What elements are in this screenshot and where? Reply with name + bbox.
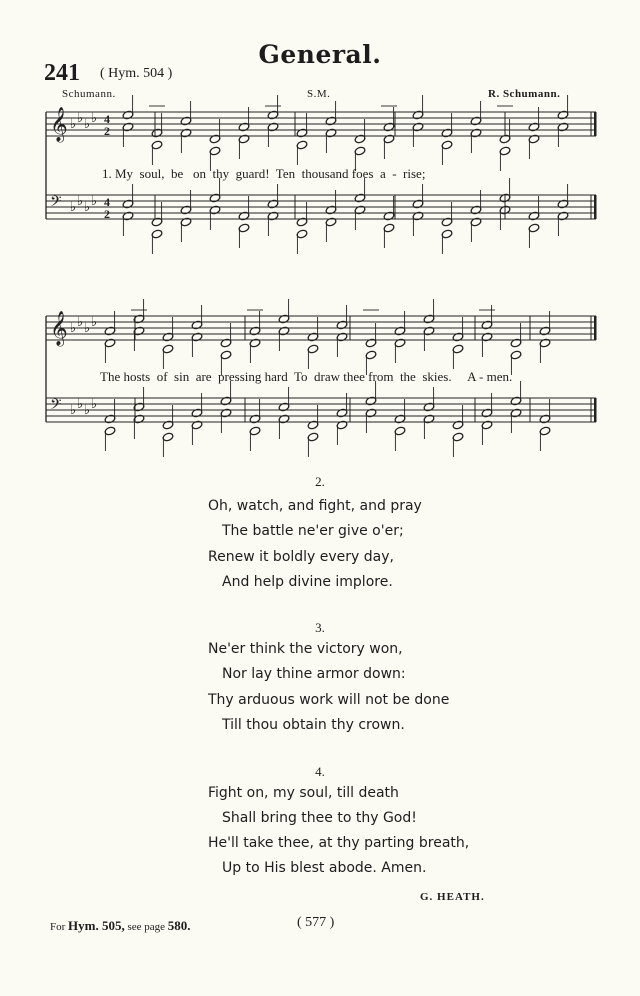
- note-head: [539, 426, 551, 436]
- verse-2-line-3: Renew it boldly every day,: [208, 549, 394, 565]
- note-head: [249, 426, 261, 436]
- music-score: [46, 95, 597, 457]
- note-head: [394, 426, 406, 436]
- note-head: [162, 344, 174, 354]
- note-head: [209, 146, 221, 156]
- tune-name: Schumann.: [62, 88, 116, 100]
- time-signature: 4: [104, 195, 110, 209]
- time-signature: 2: [104, 207, 110, 221]
- note-head: [296, 229, 308, 239]
- final-barline: [594, 316, 597, 340]
- flat-icon: ♭: [70, 117, 77, 132]
- verse-4-line-2: Shall bring thee to thy God!: [222, 810, 417, 826]
- flat-icon: ♭: [84, 200, 91, 215]
- bass-clef-icon: 𝄢: [50, 396, 62, 417]
- verse-3-line-4: Till thou obtain thy crown.: [222, 717, 405, 733]
- flat-icon: ♭: [70, 403, 77, 418]
- verse-number-4: 4.: [315, 764, 325, 779]
- note-head: [104, 426, 116, 436]
- flat-icon: ♭: [91, 194, 98, 209]
- note-head: [220, 350, 232, 360]
- footer-see: see page: [127, 921, 166, 933]
- footer-for: For: [50, 921, 66, 933]
- lyrics-line-1: 1. My soul, be on thy guard! Ten thousand foes a - rise;: [102, 166, 426, 181]
- flat-icon: ♭: [77, 111, 84, 126]
- flat-icon: ♭: [77, 397, 84, 412]
- flat-icon: ♭: [91, 397, 98, 412]
- verse-2-line-4: And help divine implore.: [222, 574, 393, 590]
- footer-page-ref: 580.: [167, 918, 191, 933]
- verse-3-line-3: Thy arduous work will not be done: [208, 692, 450, 708]
- hymn-number: 241: [44, 60, 80, 86]
- note-head: [510, 350, 522, 360]
- treble-clef-icon: 𝄞: [50, 311, 68, 346]
- verse-3-line-2: Nor lay thine armor down:: [222, 666, 406, 682]
- note-head: [151, 229, 163, 239]
- note-head: [307, 344, 319, 354]
- verse-number-2: 2.: [315, 474, 325, 489]
- author: G. HEATH.: [420, 891, 485, 903]
- final-barline: [594, 398, 597, 422]
- note-head: [354, 146, 366, 156]
- note-head: [452, 432, 464, 442]
- lyrics-line-2: The hosts of sin are pressing hard To draw thee from the skies. A - men.: [100, 369, 513, 384]
- flat-icon: ♭: [70, 200, 77, 215]
- note-head: [452, 344, 464, 354]
- flat-icon: ♭: [84, 117, 91, 132]
- note-head: [383, 223, 395, 233]
- treble-clef-icon: 𝄞: [50, 107, 68, 142]
- verse-4-line-1: Fight on, my soul, till death: [208, 785, 399, 801]
- flat-icon: ♭: [84, 403, 91, 418]
- flat-icon: ♭: [77, 315, 84, 330]
- verse-2-line-1: Oh, watch, and fight, and pray: [208, 498, 422, 514]
- note-head: [499, 146, 511, 156]
- final-barline: [594, 195, 597, 219]
- note-head: [151, 140, 163, 150]
- note-head: [441, 229, 453, 239]
- meter: S.M.: [307, 88, 331, 100]
- time-signature: 2: [104, 124, 110, 138]
- footer-hymn: Hym. 505,: [68, 918, 125, 933]
- page-number: ( 577 ): [297, 915, 335, 930]
- note-head: [296, 140, 308, 150]
- note-head: [441, 140, 453, 150]
- verse-4-line-3: He'll take thee, at thy parting breath,: [208, 835, 470, 851]
- section-title: General.: [258, 40, 382, 69]
- verse-4-line-4: Up to His blest abode. Amen.: [222, 860, 427, 876]
- note-head: [365, 350, 377, 360]
- verse-3-line-1: Ne'er think the victory won,: [208, 641, 403, 657]
- note-head: [162, 432, 174, 442]
- verse-2-line-2: The battle ne'er give o'er;: [222, 523, 404, 539]
- flat-icon: ♭: [70, 321, 77, 336]
- flat-icon: ♭: [84, 321, 91, 336]
- flat-icon: ♭: [91, 315, 98, 330]
- flat-icon: ♭: [91, 111, 98, 126]
- footer-reference: [50, 918, 191, 934]
- note-head: [238, 223, 250, 233]
- bass-clef-icon: 𝄢: [50, 193, 62, 214]
- time-signature: 4: [104, 112, 110, 126]
- composer: R. Schumann.: [488, 88, 561, 100]
- hymn-alt-reference: ( Hym. 504 ): [100, 66, 173, 81]
- note-head: [307, 432, 319, 442]
- flat-icon: ♭: [77, 194, 84, 209]
- verse-number-3: 3.: [315, 620, 325, 635]
- note-head: [528, 223, 540, 233]
- final-barline: [594, 112, 597, 136]
